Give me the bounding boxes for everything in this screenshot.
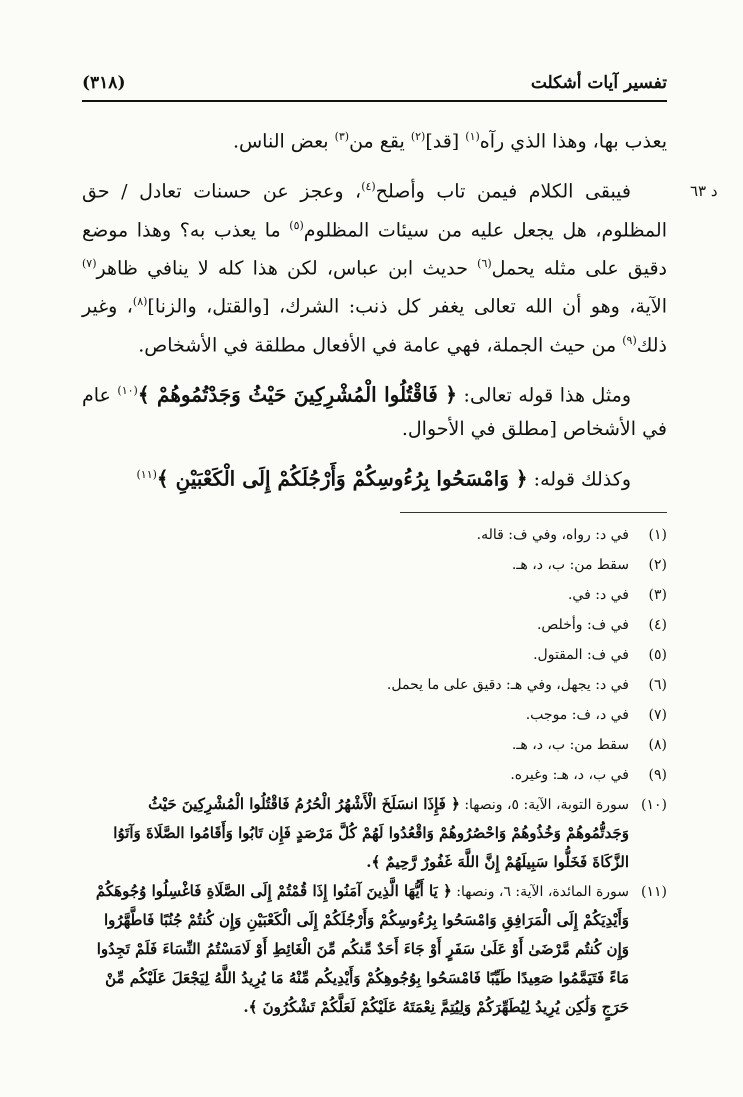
main-text <box>82 120 667 509</box>
footnote-text <box>82 520 629 550</box>
footnote-number: (١) <box>648 527 667 543</box>
text-run: في د، ف: موجب. <box>525 707 629 723</box>
text-run: ، وغير ذلك <box>82 295 667 356</box>
text-run: يعذب بها، وهذا الذي رآه <box>479 130 667 153</box>
page-header <box>82 68 667 98</box>
footnote-reference: (٦) <box>477 256 492 270</box>
text-run: ومثل هذا قوله تعالى: <box>457 384 631 407</box>
quran-verse: ﴿ فَاقْتُلُوا الْمُشْرِكِينَ حَيْثُ وَجَدْتُمُوهُمْ ﴾ <box>137 382 458 407</box>
paragraph <box>82 374 667 446</box>
text-run: حديث ابن عباس، لكن هذا كله لا ينافي ظاهر <box>96 257 478 280</box>
footnote-reference: (٣) <box>334 130 350 143</box>
text-run: [قد] <box>425 130 466 153</box>
footnote <box>82 640 667 670</box>
footnote-reference: (١١) <box>136 468 157 482</box>
text-run: ما يعذب به؟ وهذا موضع دقيق على مثله يحمل <box>82 218 667 280</box>
footnote-text <box>82 640 629 670</box>
page-number: (٣١٨) <box>82 73 126 93</box>
manuscript-margin-note: د ٦٣ <box>690 182 718 200</box>
footnote-text <box>82 610 629 640</box>
text-run: في ف: وأخلص. <box>536 617 629 633</box>
text-run: بعض الناس. <box>232 130 335 153</box>
footnote-number: (١١) <box>641 884 667 900</box>
footnote-reference: (١) <box>465 130 480 143</box>
footnote <box>82 520 667 550</box>
footnote <box>82 700 667 730</box>
header-rule <box>82 100 667 102</box>
footnote-text <box>82 760 629 790</box>
running-title: تفسير آيات أشكلت <box>530 73 667 93</box>
footnote <box>82 580 667 610</box>
footnote-number: (٥) <box>648 647 667 663</box>
text-run: سقط من: ب، د، هـ. <box>511 557 629 573</box>
footnote-number: (٩) <box>648 767 667 783</box>
paragraph <box>82 170 667 362</box>
footnote-text <box>82 700 629 730</box>
text-run: الآية، وهو أن الله تعالى يغفر كل ذنب: الشرك، [والقتل، والزنا] <box>147 295 667 318</box>
footnote <box>82 760 667 790</box>
footnote-text <box>82 580 629 610</box>
footnote-number: (٢) <box>648 557 667 573</box>
footnote-reference: (٢) <box>410 130 426 143</box>
footnote <box>82 610 667 640</box>
footnote-reference: (٤) <box>361 180 376 194</box>
text-run: عام في الأشخاص [مطلق في الأحوال. <box>82 384 667 441</box>
text-run: وكذلك قوله: <box>527 468 631 491</box>
text-run: سورة المائدة، الآية: ٦، ونصها: <box>451 884 629 900</box>
footnote <box>82 550 667 580</box>
footnote-number: (٦) <box>648 677 667 693</box>
text-run: في د: يجهل، وفي هـ: دقيق على ما يحمل. <box>386 677 629 693</box>
footnote <box>82 790 667 877</box>
footnote-number: (١٠) <box>641 797 667 813</box>
text-run: فيبقى الكلام فيمن تاب وأصلح <box>375 180 631 203</box>
footnote-reference: (٥) <box>289 218 304 232</box>
text-run: يقع من <box>349 130 411 153</box>
text-run: سقط من: ب، د، هـ. <box>511 737 629 753</box>
footnote-text <box>82 790 629 877</box>
footnote-number: (٧) <box>648 707 667 723</box>
paragraph <box>82 120 667 158</box>
text-run: من حيث الجملة، فهي عامة في الأفعال مطلقة في الأشخاص. <box>138 333 623 356</box>
text-run: في ف: المقتول. <box>533 647 629 663</box>
footnote <box>82 670 667 700</box>
footnote-text <box>82 730 629 760</box>
text-run: ، وعجز عن حسنات تعادل / حق المظلوم، هل يجعل عليه من سيئات المظلوم <box>82 180 667 241</box>
text-run: سورة التوبة، الآية: ٥، ونصها: <box>459 797 629 813</box>
footnote-reference: (١٠) <box>117 383 138 397</box>
quran-verse: ﴿ وَامْسَحُوا بِرُءُوسِكُمْ وَأَرْجُلَكُمْ إِلَى الْكَعْبَيْنِ ﴾ <box>156 466 528 491</box>
text-run: في د: في. <box>567 587 629 603</box>
footnote <box>82 877 667 1022</box>
footnote-number: (٤) <box>648 617 667 633</box>
footnote-number: (٣) <box>648 587 667 603</box>
footnote-number: (٨) <box>648 737 667 753</box>
paragraph <box>82 458 667 496</box>
footnote-text <box>82 877 629 1022</box>
footnote-rule <box>400 512 667 513</box>
quran-verse: ﴿ فَإِذَا انسَلَخَ الْأَشْهُرُ الْحُرُمُ فَاقْتُلُوا الْمُشْرِكِينَ حَيْثُ وَجَدتُّمُوهُمْ وَخُذُوهُمْ وَاحْصُرُوهُمْ وَاقْعُدُوا لَهُمْ كُلَّ مَرْصَدٍ فَإِن تَابُوا وَأَقَامُوا الصَّلَاةَ وَآتَوُا الزَّكَاةَ فَخَلُّوا سَبِيلَهُمْ إِنَّ اللَّهَ غَفُورٌ رَّحِيمٌ ﴾. <box>113 795 629 871</box>
footnote-reference: (٩) <box>622 333 637 347</box>
footnote-reference: (٧) <box>82 256 97 270</box>
footnote-reference: (٨) <box>132 295 148 309</box>
footnotes <box>82 520 667 1022</box>
quran-verse: ﴿ يَا أَيُّهَا الَّذِينَ آمَنُوا إِذَا قُمْتُمْ إِلَى الصَّلَاةِ فَاغْسِلُوا وُجُوهَكُمْ وَأَيْدِيَكُمْ إِلَى الْمَرَافِقِ وَامْسَحُوا بِرُءُوسِكُمْ وَأَرْجُلَكُمْ إِلَى الْكَعْبَيْنِ وَإِن كُنتُمْ جُنُبًا فَاطَّهَّرُوا وَإِن كُنتُم مَّرْضَىٰ أَوْ عَلَىٰ سَفَرٍ أَوْ جَاءَ أَحَدٌ مِّنكُم مِّنَ الْغَائِطِ أَوْ لَامَسْتُمُ النِّسَاءَ فَلَمْ تَجِدُوا مَاءً فَتَيَمَّمُوا صَعِيدًا طَيِّبًا فَامْسَحُوا بِوُجُوهِكُمْ وَأَيْدِيكُم مِّنْهُ مَا يُرِيدُ اللَّهُ لِيَجْعَلَ عَلَيْكُم مِّنْ حَرَجٍ وَلَٰكِن يُرِيدُ لِيُطَهِّرَكُمْ وَلِيُتِمَّ نِعْمَتَهُ عَلَيْكُمْ لَعَلَّكُمْ تَشْكُرُونَ ﴾. <box>95 882 629 1016</box>
text-run: في ب، د، هـ: وغيره. <box>510 767 629 783</box>
text-run: في د: رواه، وفي ف: قاله. <box>476 527 629 543</box>
footnote <box>82 730 667 760</box>
footnote-text <box>82 670 629 700</box>
footnote-text <box>82 550 629 580</box>
